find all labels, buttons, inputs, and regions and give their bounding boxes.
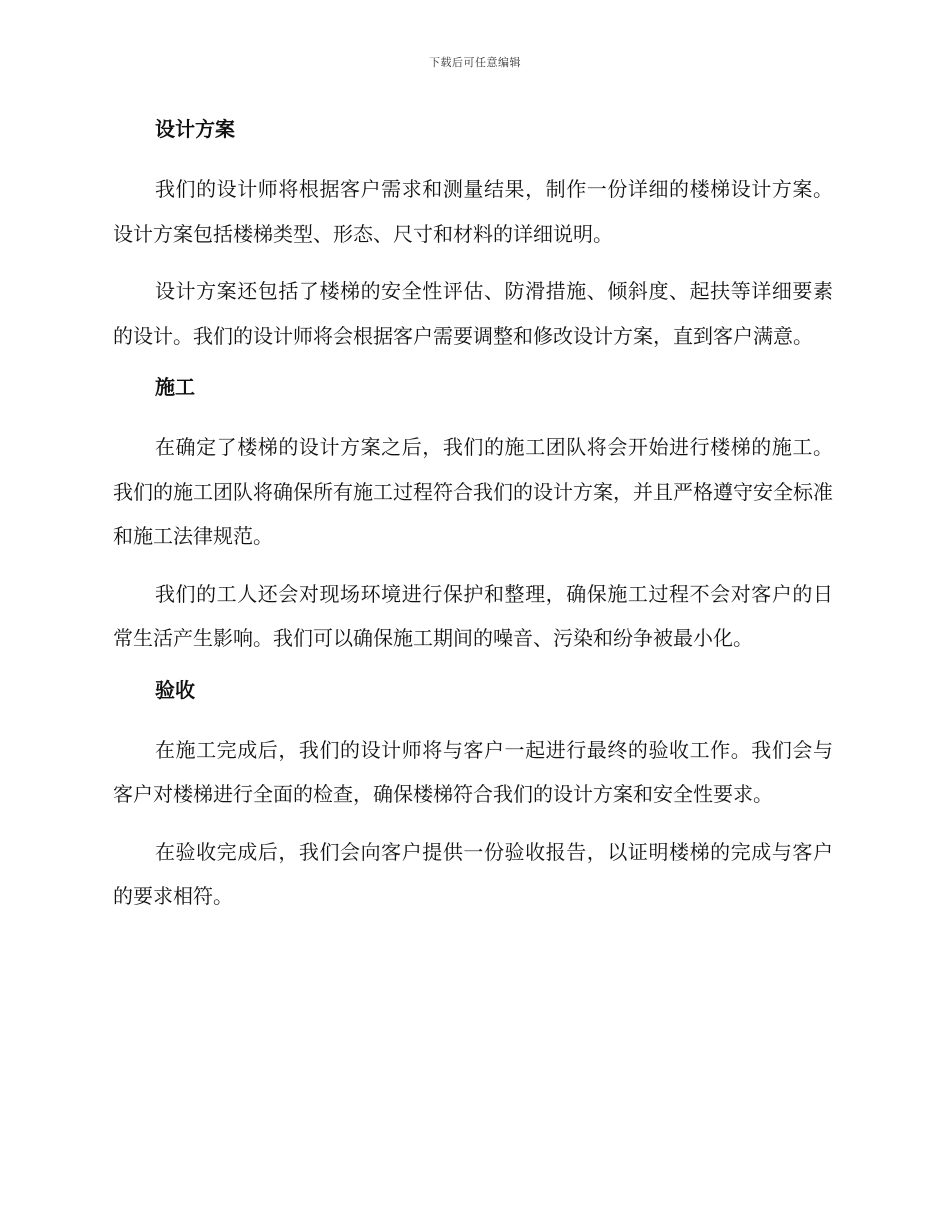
paragraph: 我们的工人还会对现场环境进行保护和整理，确保施工过程不会对客户的日常生活产生影响。我们可以确保施工期间的噪音、污染和纷争被最小化。 xyxy=(113,581,833,650)
page-header: 下载后可任意编辑 xyxy=(429,56,521,69)
section-heading-construction: 施工 xyxy=(155,375,195,399)
section-heading-design: 设计方案 xyxy=(155,117,235,141)
document-body xyxy=(113,112,833,919)
paragraph: 在验收完成后，我们会向客户提供一份验收报告，以证明楼梯的完成与客户的要求相符。 xyxy=(113,839,833,908)
paragraph: 设计方案还包括了楼梯的安全性评估、防滑措施、倾斜度、起扶等详细要素的设计。我们的设计师将会根据客户需要调整和修改设计方案，直到客户满意。 xyxy=(113,279,833,348)
paragraph: 在施工完成后，我们的设计师将与客户一起进行最终的验收工作。我们会与客户对楼梯进行全面的检查，确保楼梯符合我们的设计方案和安全性要求。 xyxy=(113,737,833,806)
paragraph: 在确定了楼梯的设计方案之后，我们的施工团队将会开始进行楼梯的施工。我们的施工团队将确保所有施工过程符合我们的设计方案，并且严格遵守安全标准和施工法律规范。 xyxy=(113,435,833,548)
section-heading-acceptance: 验收 xyxy=(155,677,195,702)
paragraph: 我们的设计师将根据客户需求和测量结果，制作一份详细的楼梯设计方案。设计方案包括楼梯类型、形态、尺寸和材料的详细说明。 xyxy=(113,177,833,246)
